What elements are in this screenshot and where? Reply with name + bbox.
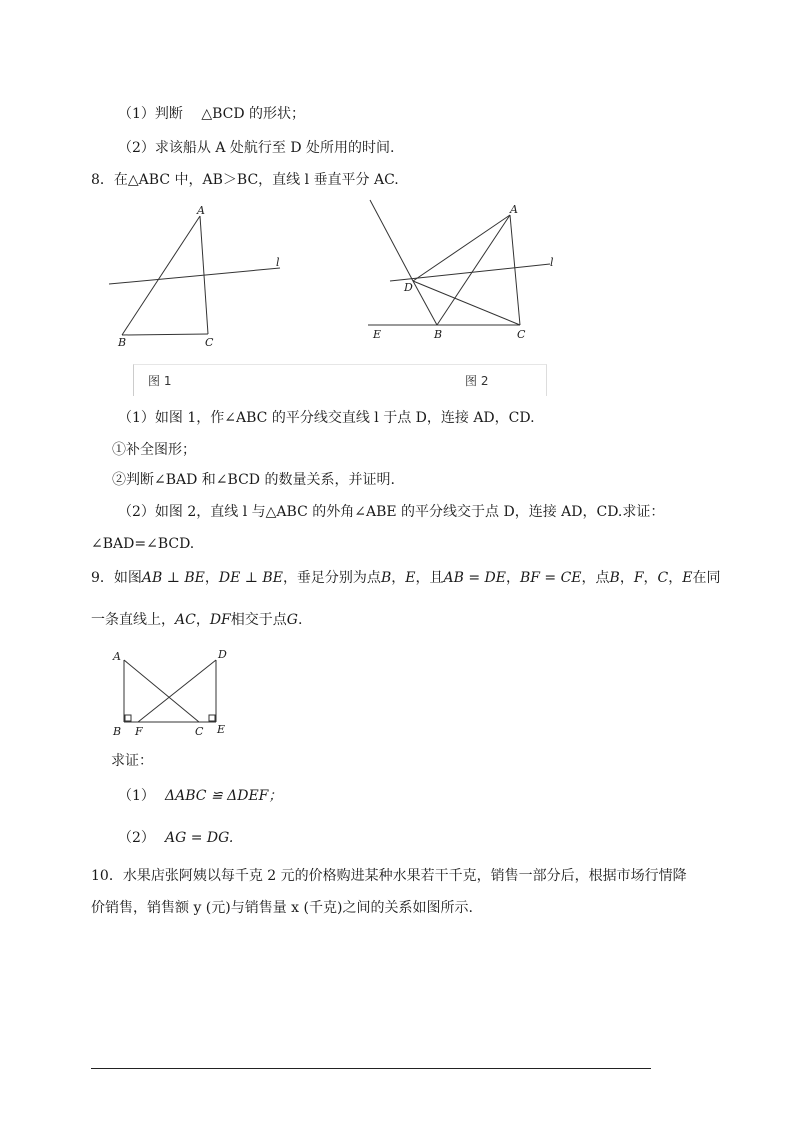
q9-prove2-num: （2） <box>118 830 155 846</box>
q8-figure-2 <box>360 195 570 350</box>
fig2-caption: 图 2 <box>465 374 489 388</box>
q9-math: E <box>405 570 416 586</box>
q9-math: E <box>682 570 693 586</box>
fig2-label-C: C <box>517 328 526 341</box>
q9-label-E: E <box>217 723 226 736</box>
q9-prove1-num: （1） <box>118 788 155 804</box>
q9-figure <box>108 644 238 739</box>
fig2-label-A: A <box>510 203 518 216</box>
q9-label-C: C <box>195 725 204 738</box>
q8-part2-line1: （2）如图 2，直线 l 与△ABC 的外角∠ABE 的平分线交于点 D，连接 AD，CD.求证： <box>118 504 665 520</box>
q9-text: ， <box>643 570 658 586</box>
q9-text: ， <box>204 570 219 586</box>
q8-part1-item2: ②判断∠BAD 和∠BCD 的数量关系，并证明. <box>112 472 395 488</box>
q8-part2-line2: ∠BAD=∠BCD. <box>91 536 195 552</box>
q9-math: BF = CE <box>519 570 582 586</box>
q9-prove2: AG = DG. <box>165 830 234 846</box>
q9-text: 一条直线上， <box>91 612 175 628</box>
fig2-label-D: D <box>404 281 413 294</box>
q9-text: ，垂足分别为点 <box>282 570 381 586</box>
q9-stem-line1 <box>91 568 721 588</box>
fig2-label-E: E <box>373 328 382 341</box>
q9-text: ， <box>619 570 634 586</box>
q8-stem: 8．在△ABC 中，AB＞BC，直线 l 垂直平分 AC. <box>91 172 399 188</box>
q7-sub2: （2）求该船从 A 处航行至 D 处所用的时间. <box>118 140 395 156</box>
q9-text: ，且 <box>415 570 444 586</box>
q9-math: F <box>633 570 644 586</box>
fig1-label-B: B <box>118 336 127 349</box>
fig2-label-B: B <box>434 328 443 341</box>
q9-text: 相交于点 <box>230 612 287 628</box>
footer-rule <box>91 1068 651 1069</box>
q9-math: B <box>609 570 620 586</box>
q9-math: AC <box>175 612 196 628</box>
q10-line2: 价销售，销售额 y (元)与销售量 x (千克)之间的关系如图所示. <box>91 900 473 916</box>
fig2-label-l: l <box>550 256 554 269</box>
q8-part1: （1）如图 1，作∠ABC 的平分线交直线 l 于点 D，连接 AD，CD. <box>118 410 535 426</box>
fig1-label-l: l <box>276 256 280 269</box>
q8-part1-item1: ①补全图形； <box>112 442 196 458</box>
q9-math: B <box>380 570 392 586</box>
q9-text: ， <box>391 570 406 586</box>
q9-text: ， <box>505 570 520 586</box>
q9-prove-label: 求证： <box>111 753 153 769</box>
fig1-label-C: C <box>205 336 214 349</box>
q7-sub1: （1）判断 △BCD 的形状； <box>118 106 306 122</box>
q9-text: ，点 <box>581 570 610 586</box>
fig1-caption: 图 1 <box>148 374 172 388</box>
fig1-label-A: A <box>197 204 205 217</box>
q9-math: AB ⊥ BE <box>141 570 205 586</box>
q8-figure-1 <box>100 200 300 350</box>
q9-text: 9．如图 <box>91 570 142 586</box>
q9-math: DE ⊥ BE <box>218 570 283 586</box>
q9-math: DF <box>209 612 231 628</box>
q9-label-A: A <box>113 650 121 663</box>
q9-label-D: D <box>218 648 227 661</box>
q10-line1: 10．水果店张阿姨以每千克 2 元的价格购进某种水果若干千克，销售一部分后，根据市场行情降 <box>91 868 687 884</box>
q9-stem-line2 <box>91 610 302 630</box>
q9-math: G <box>286 612 298 628</box>
q9-math: AB = DE <box>443 570 506 586</box>
q9-text: 在同 <box>692 570 721 586</box>
q9-math: C <box>657 570 669 586</box>
q9-text: . <box>297 612 303 628</box>
q9-label-B: B <box>113 725 122 738</box>
q9-label-F: F <box>135 725 143 738</box>
q9-text: ， <box>195 612 210 628</box>
q9-prove1: ΔABC ≌ ΔDEF； <box>165 788 283 804</box>
q9-text: ， <box>668 570 683 586</box>
